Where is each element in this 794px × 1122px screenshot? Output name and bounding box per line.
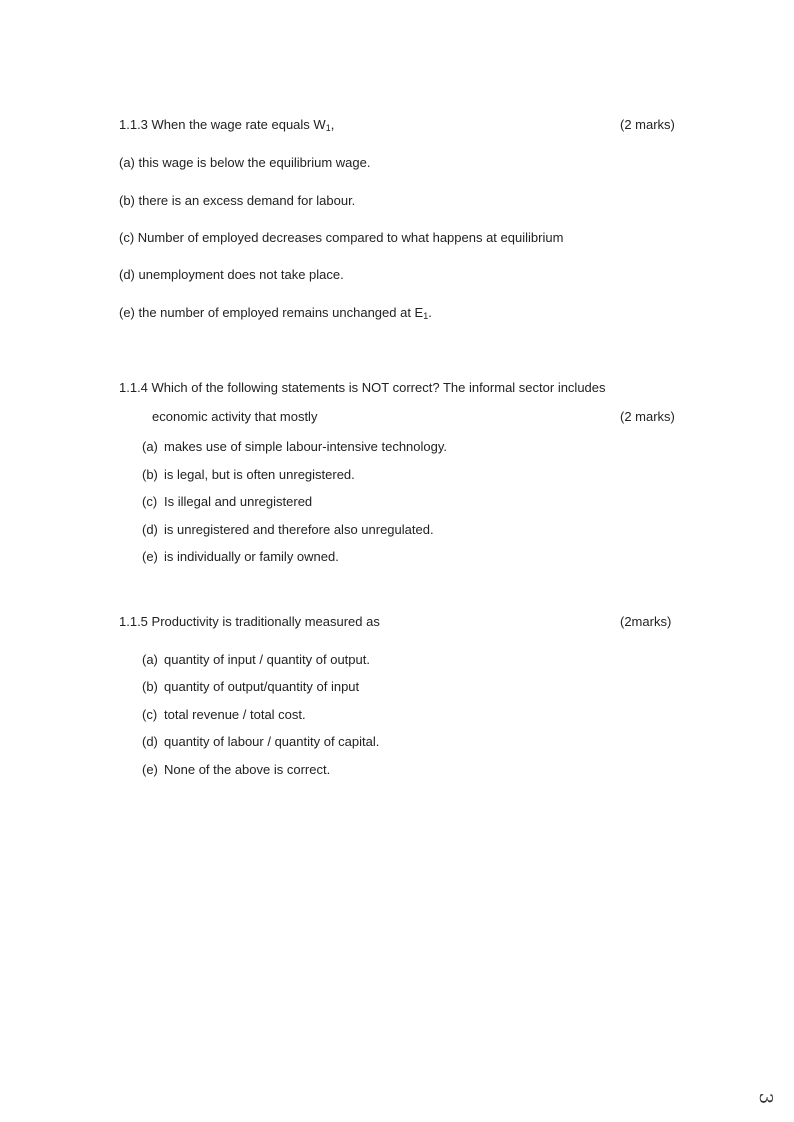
option-d: (d) unemployment does not take place. bbox=[119, 267, 344, 282]
option-label: (d) bbox=[142, 734, 158, 749]
page-number: 3 bbox=[755, 1092, 777, 1105]
option-text: None of the above is correct. bbox=[164, 762, 331, 777]
option-label: (e) bbox=[142, 762, 158, 777]
option-label: (b) bbox=[142, 467, 158, 482]
question-1-1-5-stem: 1.1.5 Productivity is traditionally measured as bbox=[119, 614, 380, 629]
option-text: quantity of input / quantity of output. bbox=[164, 652, 370, 667]
option-label: (c) bbox=[142, 494, 158, 509]
question-1-1-4-stem: 1.1.4 Which of the following statements is NOT correct? The informal sector includes bbox=[119, 380, 606, 395]
option-c: (c) Number of employed decreases compared to what happens at equilibrium bbox=[119, 230, 564, 245]
option-e: (e) the number of employed remains unchanged at $E_1$. bbox=[119, 305, 432, 321]
question-1-1-5-marks: (2marks) bbox=[620, 614, 672, 629]
option-text: Is illegal and unregistered bbox=[164, 494, 313, 509]
question-1-1-4-stem-cont: economic activity that mostly bbox=[152, 409, 318, 424]
option-text: is unregistered and therefore also unregulated. bbox=[164, 522, 434, 537]
option-label: (d) bbox=[142, 522, 158, 537]
option-label: (a) bbox=[142, 439, 158, 454]
option-label: (e) bbox=[142, 549, 158, 564]
option-label: (a) bbox=[142, 652, 158, 667]
option-text: quantity of output/quantity of input bbox=[164, 679, 360, 694]
option-label: (b) bbox=[142, 679, 158, 694]
option-label: (c) bbox=[142, 707, 158, 722]
option-text: quantity of labour / quantity of capital. bbox=[164, 734, 380, 749]
option-text: is individually or family owned. bbox=[164, 549, 339, 564]
question-1-1-3-stem: 1.1.3 When the wage rate equals $W_1$, bbox=[119, 117, 335, 133]
option-b: (b) there is an excess demand for labour. bbox=[119, 193, 356, 208]
question-1-1-4-marks: (2 marks) bbox=[620, 409, 675, 424]
option-text: is legal, but is often unregistered. bbox=[164, 467, 355, 482]
option-text: makes use of simple labour-intensive technology. bbox=[164, 439, 448, 454]
option-text: total revenue / total cost. bbox=[164, 707, 306, 722]
question-1-1-3-marks: (2 marks) bbox=[620, 117, 675, 132]
option-a: (a) this wage is below the equilibrium wage. bbox=[119, 155, 371, 170]
